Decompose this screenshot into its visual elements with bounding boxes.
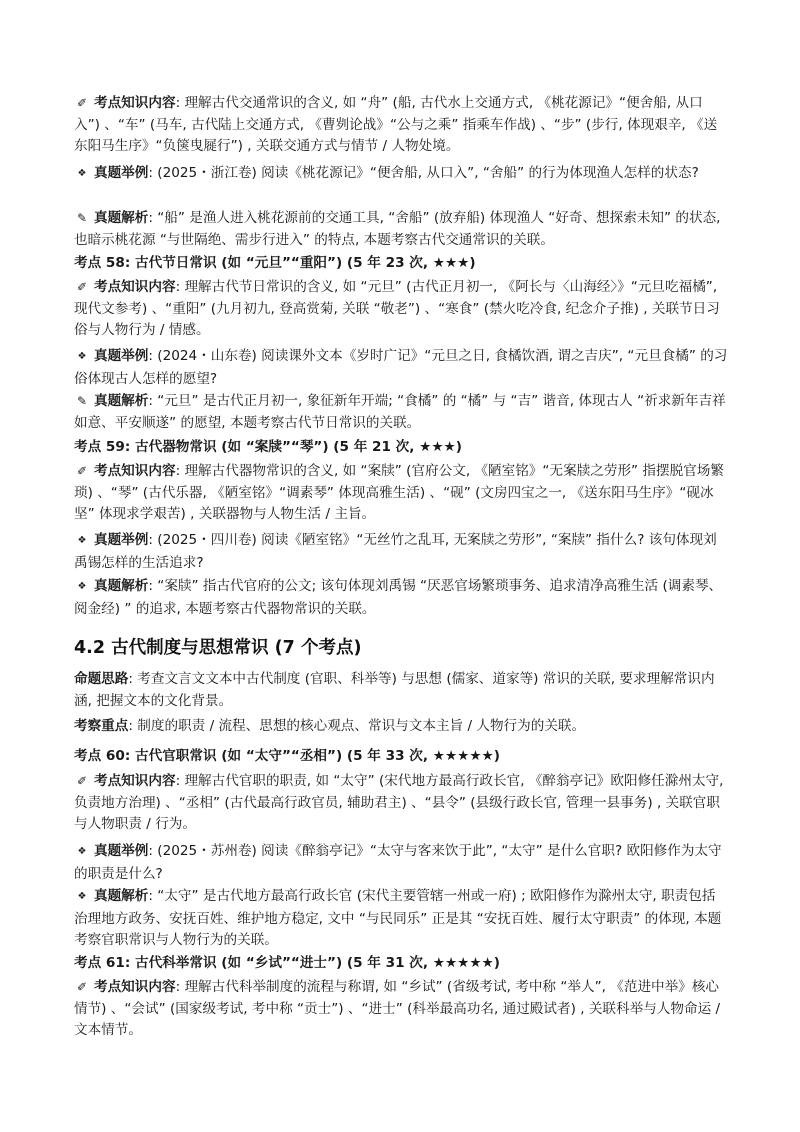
analysis-paragraph bbox=[74, 886, 728, 952]
pencil-icon: ✎ bbox=[76, 394, 88, 408]
topic-heading: 考点 59: 古代器物常识 (如 “案牍”“琴”) (5 年 21 次, ★★★) bbox=[74, 439, 462, 455]
paragraph-label: 真题举例 bbox=[94, 843, 149, 859]
paragraph-label: 考点知识内容 bbox=[94, 95, 176, 111]
paragraph-label: 考察重点 bbox=[74, 718, 129, 734]
paragraph-text: : “太守” 是古代地方最高行政长官 (宋代主要管辖一州或一府) ; 欧阳修作为滁州太守, 职责包括治理地方政务、安抚百姓、维护地方稳定, 文中 “与民同乐” 正是其 “安抚百姓、履行太守职责” 的体现, 本题考察官职常识与人物行为的关联。 bbox=[74, 888, 722, 948]
diamond-icon: ❖ bbox=[77, 168, 87, 179]
analysis-paragraph bbox=[74, 576, 728, 620]
diamond-icon: ❖ bbox=[77, 535, 87, 546]
paragraph-label: 真题解析 bbox=[94, 578, 149, 594]
paragraph-label: 考点知识内容 bbox=[94, 773, 176, 789]
plain-paragraph bbox=[74, 669, 728, 712]
example-paragraph bbox=[74, 530, 728, 574]
paragraph-text: : 考查文言文文本中古代制度 (官职、科举等) 与思想 (儒家、道家等) 常识的关联, 要求理解常识内涵, 把握文本的文化背景。 bbox=[74, 671, 715, 709]
paragraph-text: : (2024・山东卷) 阅读课外文本《岁时广记》“元旦之日, 食橘饮酒, 谓之吉庆”, “元旦食橘” 的习俗体现古人怎样的愿望? bbox=[74, 348, 728, 387]
paragraph-label: 真题举例 bbox=[94, 165, 149, 181]
paragraph-label: 真题举例 bbox=[94, 348, 149, 364]
paragraph-label: 真题举例 bbox=[94, 532, 149, 548]
paragraph-text: : 制度的职责 / 流程、思想的核心观点、常识与文本主旨 / 人物行为的关联。 bbox=[128, 718, 586, 734]
knowledge-paragraph bbox=[74, 277, 728, 342]
knowledge-paragraph bbox=[74, 771, 728, 836]
pencil-icon: ✐ bbox=[76, 774, 88, 788]
pencil-icon: ✎ bbox=[76, 211, 88, 225]
paragraph-label: 真题解析 bbox=[94, 393, 149, 409]
paragraph-text: : 理解古代交通常识的含义, 如 “舟” (船, 古代水上交通方式, 《桃花源记》“便舍船, 从口入”) 、“车” (马车, 古代陆上交通方式, 《曹刿论战》“公与之乘” 指乘车作战) 、“步” (步行, 体现艰辛, 《送东阳马生序》“负箧曳屣行”) , 关联交通方式与情节 / 人物处境。 bbox=[74, 95, 718, 154]
topic-heading: 考点 60: 古代官职常识 (如 “太守”“丞相”) (5 年 33 次, ★★★★★) bbox=[74, 748, 500, 764]
knowledge-paragraph bbox=[74, 977, 728, 1042]
example-paragraph bbox=[74, 841, 728, 885]
analysis-paragraph bbox=[74, 208, 728, 251]
knowledge-paragraph bbox=[74, 461, 728, 526]
topic-heading: 考点 61: 古代科举常识 (如 “乡试”“进士”) (5 年 31 次, ★★★★★) bbox=[74, 955, 500, 971]
paragraph-text: : (2025・浙江卷) 阅读《桃花源记》“便舍船, 从口入”, “舍船” 的行为体现渔人怎样的状态? bbox=[148, 165, 699, 181]
diamond-icon: ❖ bbox=[77, 846, 87, 857]
pencil-icon: ✐ bbox=[76, 96, 88, 110]
paragraph-text: : (2025・苏州卷) 阅读《醉翁亭记》“太守与客来饮于此”, “太守” 是什么官职? 欧阳修作为太守的职责是什么? bbox=[74, 843, 722, 882]
diamond-icon: ❖ bbox=[77, 581, 87, 592]
paragraph-text: : 理解古代器物常识的含义, 如 “案牍” (官府公文, 《陋室铭》“无案牍之劳形” 指摆脱官场繁琐) 、“琴” (古代乐器, 《陋室铭》“调素琴” 体现高雅生活) 、“砚” (文房四宝之一, 《送东阳马生序》“砚冰坚” 体现求学艰苦) , 关联器物与人物生活 / 主旨。 bbox=[74, 463, 724, 522]
paragraph-label: 真题解析 bbox=[94, 888, 149, 904]
paragraph-text: : 理解古代科举制度的流程与称谓, 如 “乡试” (省级考试, 考中称 “举人”, 《范进中举》核心情节) 、“会试” (国家级考试, 考中称 “贡士”) 、“进士” (科举最高功名, 通过殿试者) , 关联科举与人物命运 / 文本情节。 bbox=[74, 979, 721, 1038]
paragraph-label: 考点知识内容 bbox=[94, 463, 176, 479]
paragraph-label: 考点知识内容 bbox=[94, 279, 176, 295]
section-heading: 4.2 古代制度与思想常识 (7 个考点) bbox=[74, 638, 362, 658]
pencil-icon: ✐ bbox=[76, 280, 88, 294]
paragraph-label: 考点知识内容 bbox=[94, 979, 176, 995]
paragraph-text: : “案牍” 指古代官府的公文; 该句体现刘禹锡 “厌恶官场繁琐事务、追求清净高雅生活 (调素琴、阅金经) ” 的追求, 本题考察古代器物常识的关联。 bbox=[74, 578, 723, 617]
paragraph-text: : (2025・四川卷) 阅读《陋室铭》“无丝竹之乱耳, 无案牍之劳形”, “案牍” 指什么? 该句体现刘禹锡怎样的生活追求? bbox=[74, 532, 717, 571]
paragraph-label: 真题解析 bbox=[94, 210, 149, 226]
analysis-paragraph bbox=[74, 391, 728, 434]
topic-heading: 考点 58: 古代节日常识 (如 “元旦”“重阳”) (5 年 23 次, ★★★) bbox=[74, 255, 476, 271]
pencil-icon: ✐ bbox=[76, 980, 88, 994]
knowledge-paragraph bbox=[74, 93, 728, 158]
paragraph-text: : 理解古代节日常识的含义, 如 “元旦” (古代正月初一, 《阿长与〈山海经〉》“元旦吃福橘”, 现代文参考) 、“重阳” (九月初九, 登高赏菊, 关联 “敬老”) 、“寒食” (禁火吃冷食, 纪念介子推) , 关联节日习俗与人物行为 / 情感。 bbox=[74, 279, 720, 338]
example-paragraph bbox=[74, 163, 728, 186]
paragraph-label: 命题思路 bbox=[74, 671, 129, 687]
paragraph-text: : 理解古代官职的职责, 如 “太守” (宋代地方最高行政长官, 《醉翁亭记》欧阳修任滁州太守, 负责地方治理) 、“丞相” (古代最高行政官员, 辅助君主) 、“县令” (县级行政长官, 管理一县事务) , 关联官职与人物职责 / 行为。 bbox=[74, 773, 724, 832]
plain-paragraph bbox=[74, 716, 728, 738]
paragraph-text: : “船” 是渔人进入桃花源前的交通工具, “舍船” (放弃船) 体现渔人 “好奇、想探索未知” 的状态, 也暗示桃花源 “与世隔绝、需步行进入” 的特点, 本题考察古代交通常识的关联。 bbox=[74, 210, 721, 248]
diamond-icon: ❖ bbox=[77, 891, 87, 902]
pencil-icon: ✐ bbox=[76, 464, 88, 478]
example-paragraph bbox=[74, 346, 728, 390]
diamond-icon: ❖ bbox=[77, 351, 87, 362]
paragraph-text: : “元旦” 是古代正月初一, 象征新年开端; “食橘” 的 “橘” 与 “吉” 谐音, 体现古人 “祈求新年吉祥如意、平安顺遂” 的愿望, 本题考察古代节日常识的关联。 bbox=[74, 393, 726, 431]
